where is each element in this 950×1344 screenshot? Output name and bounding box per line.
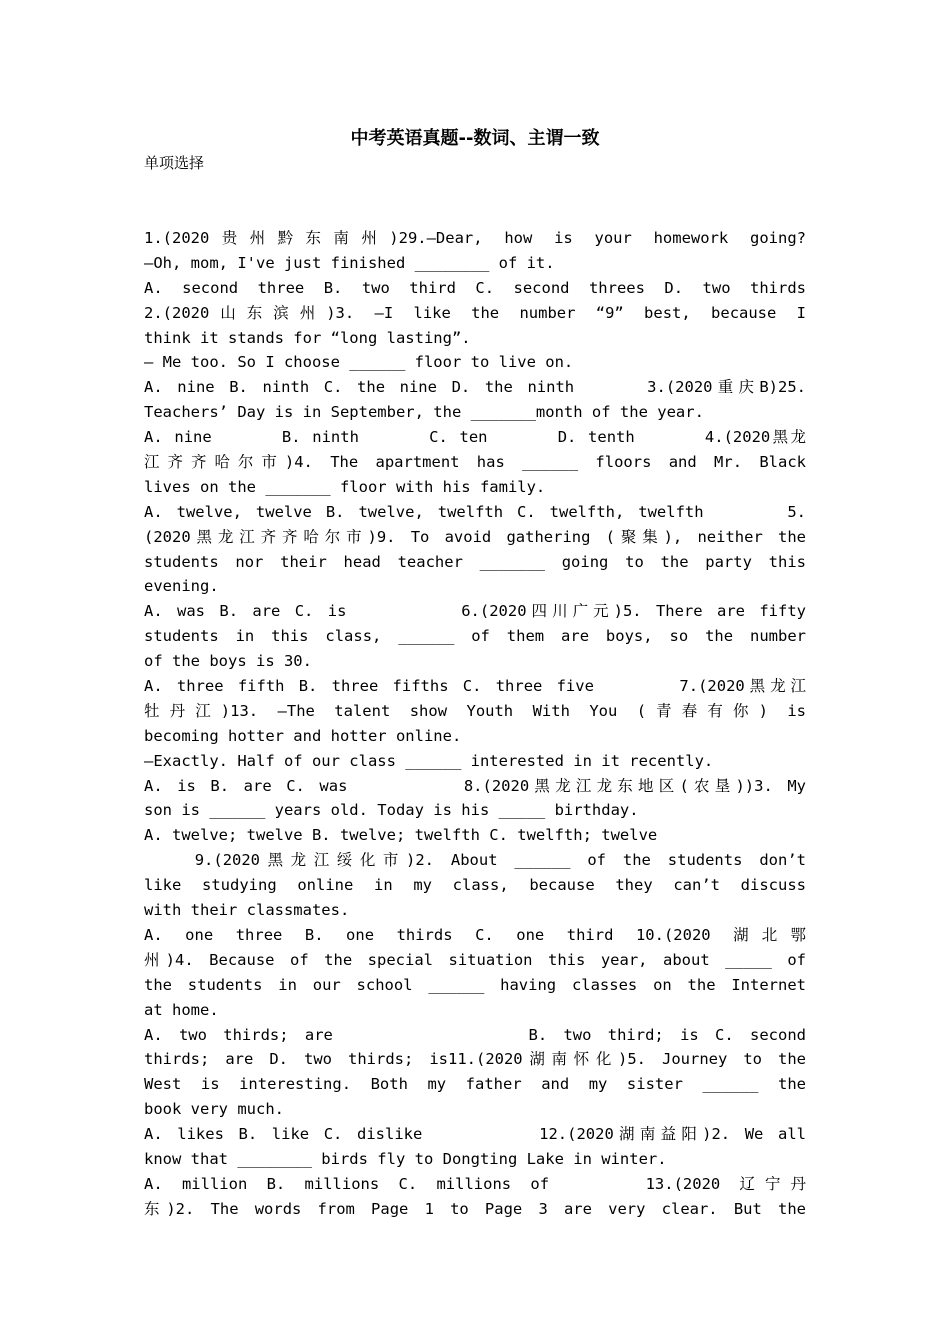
text-line: 2.(2020山东滨州)3. —I like the number “9” best, because I — [144, 303, 806, 322]
text-line: 1.(2020贵州黔东南州)29.—Dear, how is your homework going? — [144, 229, 806, 247]
text-line: A. nine B. ninth C. ten D. tenth 4.(2020黑龙 — [144, 428, 806, 447]
text-line: A. nine B. ninth C. the nine D. the ninth 3.(2020重庆B)25. — [144, 378, 806, 397]
text-line: thirds; are D. two thirds; is11.(2020湖南怀化)5. Journey to the — [144, 1050, 806, 1069]
text-line: with their classmates. — [144, 901, 350, 920]
text-line: A. one three B. one thirds C. one third 10.(2020 湖北鄂 — [144, 925, 806, 944]
text-line: A. three fifth B. three fifths C. three five 7.(2020黑龙江 — [144, 677, 806, 696]
text-line: A. twelve, twelve B. twelve, twelfth C. twelfth, twelfth 5. — [144, 502, 806, 521]
text-line: —Oh, mom, I've just finished ________ of it. — [144, 253, 555, 272]
text-line: book very much. — [144, 1100, 284, 1119]
text-line: know that ________ birds fly to Dongting Lake in winter. — [144, 1149, 667, 1168]
text-line: —Exactly. Half of our class ______ interested in it recently. — [144, 751, 714, 770]
text-line: A. is B. are C. was 8.(2020黑龙江龙东地区(农垦))3. My — [144, 776, 806, 795]
text-line: — Me too. So I choose ______ floor to live on. — [144, 353, 574, 372]
text-line: lives on the _______ floor with his family. — [144, 477, 546, 496]
text-line: students in this class, ______ of them are boys, so the number — [144, 627, 806, 646]
text-line: evening. — [144, 577, 219, 596]
document-title: 中考英语真题--数词、主谓一致 — [350, 128, 600, 149]
text-line: 江齐齐哈尔市)4. The apartment has ______ floors and Mr. Black — [144, 453, 806, 472]
text-line: A. second three B. two third C. second threes D. two thirds — [144, 278, 806, 297]
text-line: 东)2. The words from Page 1 to Page 3 are very clear. But the — [144, 1199, 806, 1218]
text-line: 牡丹江)13. —The talent show Youth With You (青春有你) is — [144, 701, 806, 720]
text-line: West is interesting. Both my father and my sister ______ the — [144, 1075, 806, 1094]
section-heading: 单项选择 — [144, 154, 205, 172]
text-line: (2020黑龙江齐齐哈尔市)9. To avoid gathering (聚集), neither the — [144, 527, 806, 546]
text-line: A. twelve; twelve B. twelve; twelfth C. twelfth; twelve — [144, 826, 658, 845]
text-line: son is ______ years old. Today is his _____ birthday. — [144, 801, 639, 820]
text-line: the students in our school ______ having classes on the Internet — [144, 975, 806, 994]
text-line: 9.(2020黑龙江绥化市)2. About ______ of the students don’t — [144, 851, 806, 870]
text-line: think it stands for “long lasting”. — [144, 328, 471, 347]
text-line: A. likes B. like C. dislike 12.(2020湖南益阳)2. We all — [144, 1125, 806, 1144]
text-line: like studying online in my class, because they can’t discuss — [144, 876, 806, 895]
text-line: of the boys is 30. — [144, 652, 312, 671]
question-text — [144, 226, 806, 1222]
text-line: A. was B. are C. is 6.(2020四川广元)5. There are fifty — [144, 602, 806, 621]
text-line: becoming hotter and hotter online. — [144, 726, 462, 745]
text-line: at home. — [144, 1000, 219, 1019]
text-line: A. two thirds; are B. two third; is C. second — [144, 1025, 806, 1044]
text-line: students nor their head teacher _______ going to the party this — [144, 552, 806, 571]
text-line: A. million B. millions C. millions of 13.(2020 辽宁丹 — [144, 1174, 806, 1193]
text-line: Teachers’ Day is in September, the _______month of the year. — [144, 403, 704, 422]
text-line: 州)4. Because of the special situation this year, about _____ of — [144, 950, 806, 969]
